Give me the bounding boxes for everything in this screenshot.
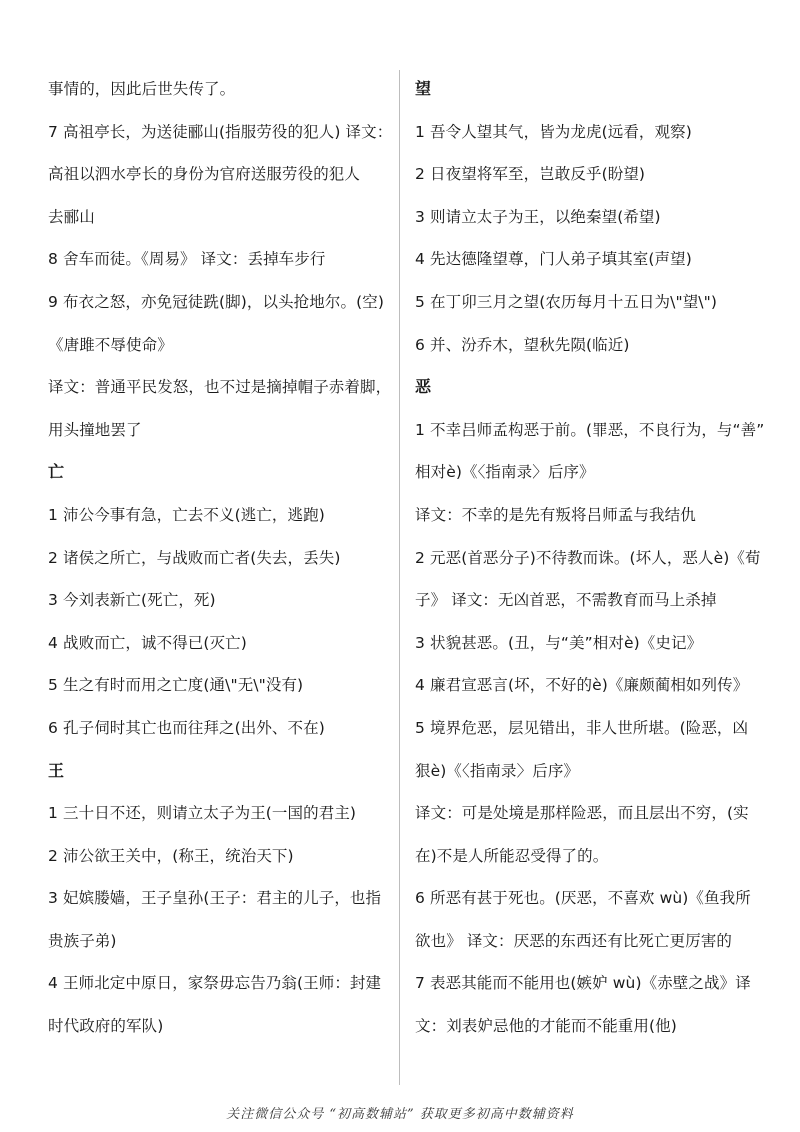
text-line: 在)不是人所能忍受得了的。 <box>415 846 609 865</box>
text-line: 6 所恶有甚于死也。(厌恶，不喜欢 wù)《鱼我所 <box>415 889 751 908</box>
text-line: 5 境界危恶，层见错出，非人世所堪。(险恶，凶 <box>415 718 749 737</box>
text-line: 6 孔子伺时其亡也而往拜之(出外、不在) <box>48 718 325 737</box>
section-heading: 王 <box>48 760 65 780</box>
text-line: 3 则请立太子为王，以绝秦望(希望) <box>415 207 661 226</box>
text-line: 2 沛公欲王关中，(称王，统治天下) <box>48 846 294 865</box>
text-line: 译文：可是处境是那样险恶，而且层出不穷，(实 <box>415 804 749 823</box>
text-line: 1 三十日不还，则请立太子为王(一国的君主) <box>48 804 357 823</box>
text-line: 4 廉君宣恶言(坏，不好的è)《廉颇蔺相如列传》 <box>415 676 749 695</box>
footer-note: 关注微信公众号 “初高数辅站” 获取更多初高中数辅资料 <box>226 1107 574 1122</box>
section-heading: 望 <box>415 79 432 98</box>
left-column <box>48 68 393 1048</box>
text-line: 事情的，因此后世失传了。 <box>48 80 236 98</box>
text-line: 2 诸侯之所亡，与战败而亡者(失去，丢失) <box>48 548 341 567</box>
text-line: 1 沛公今事有急，亡去不义(逃亡，逃跑) <box>48 505 325 524</box>
text-line: 时代政府的军队) <box>48 1017 164 1036</box>
text-line: 高祖以泗水亭长的身份为官府送服劳役的犯人 <box>48 165 361 184</box>
text-line: 1 吾令人望其气，皆为龙虎(远看，观察) <box>415 122 692 141</box>
text-line: 欲也》 译文：厌恶的东西还有比死亡更厉害的 <box>415 931 733 950</box>
text-line: 8 舍车而徒。《周易》 译文：丢掉车步行 <box>48 250 326 269</box>
text-line: 贵族子弟) <box>48 931 117 950</box>
text-line: 5 生之有时而用之亡度(通\"无\"没有) <box>48 676 304 695</box>
text-line: 2 元恶(首恶分子)不待教而诛。(坏人，恶人è)《荀 <box>415 548 761 567</box>
text-line: 译文：普通平民发怒，也不过是摘掉帽子赤着脚， <box>48 378 392 397</box>
right-column <box>415 68 765 1048</box>
text-line: 2 日夜望将军至，岂敢反乎(盼望) <box>415 165 646 184</box>
text-line: 6 并、汾乔木，望秋先陨(临近) <box>415 335 630 354</box>
text-line: 3 状貌甚恶。(丑，与“美”相对è)《史记》 <box>415 633 703 652</box>
text-line: 用头撞地罢了 <box>48 420 142 439</box>
section-heading: 恶 <box>415 377 432 397</box>
text-line: 9 布衣之怒，亦免冠徒跣(脚)，以头抢地尔。(空) <box>48 292 384 311</box>
text-line: 相对è)《〈指南录〉后序》 <box>415 463 595 482</box>
text-line: 5 在丁卯三月之望(农历每月十五日为\"望\") <box>415 292 717 311</box>
text-line: 4 战败而亡，诚不得已(灭亡) <box>48 633 247 652</box>
text-line: 译文：不幸的是先有叛将吕师孟与我结仇 <box>415 505 696 524</box>
text-line: 子》 译文：无凶首恶，不需教育而马上杀掉 <box>415 591 717 610</box>
text-line: 3 妃嫔媵嫱，王子皇孙(王子：君主的儿子，也指 <box>48 889 382 908</box>
text-line: 狠è)《〈指南录〉后序》 <box>415 761 580 780</box>
column-divider <box>399 70 400 1085</box>
text-line: 4 王师北定中原日，家祭毋忘告乃翁(王师：封建 <box>48 974 382 993</box>
text-line: 4 先达德隆望尊，门人弟子填其室(声望) <box>415 250 692 269</box>
section-heading: 亡 <box>48 462 65 482</box>
text-line: 《唐雎不辱使命》 <box>48 335 173 354</box>
text-line: 7 表恶其能而不能用也(嫉妒 wù)《赤壁之战》译 <box>415 974 751 993</box>
text-line: 去郦山 <box>48 207 95 226</box>
text-line: 3 今刘表新亡(死亡，死) <box>48 591 216 610</box>
text-line: 7 高祖亭长，为送徒郦山(指服劳役的犯人) 译文： <box>48 122 393 141</box>
text-line: 文：刘表妒忌他的才能而不能重用(他) <box>415 1017 677 1036</box>
text-line: 1 不幸吕师孟构恶于前。(罪恶，不良行为，与“善” <box>415 420 765 439</box>
